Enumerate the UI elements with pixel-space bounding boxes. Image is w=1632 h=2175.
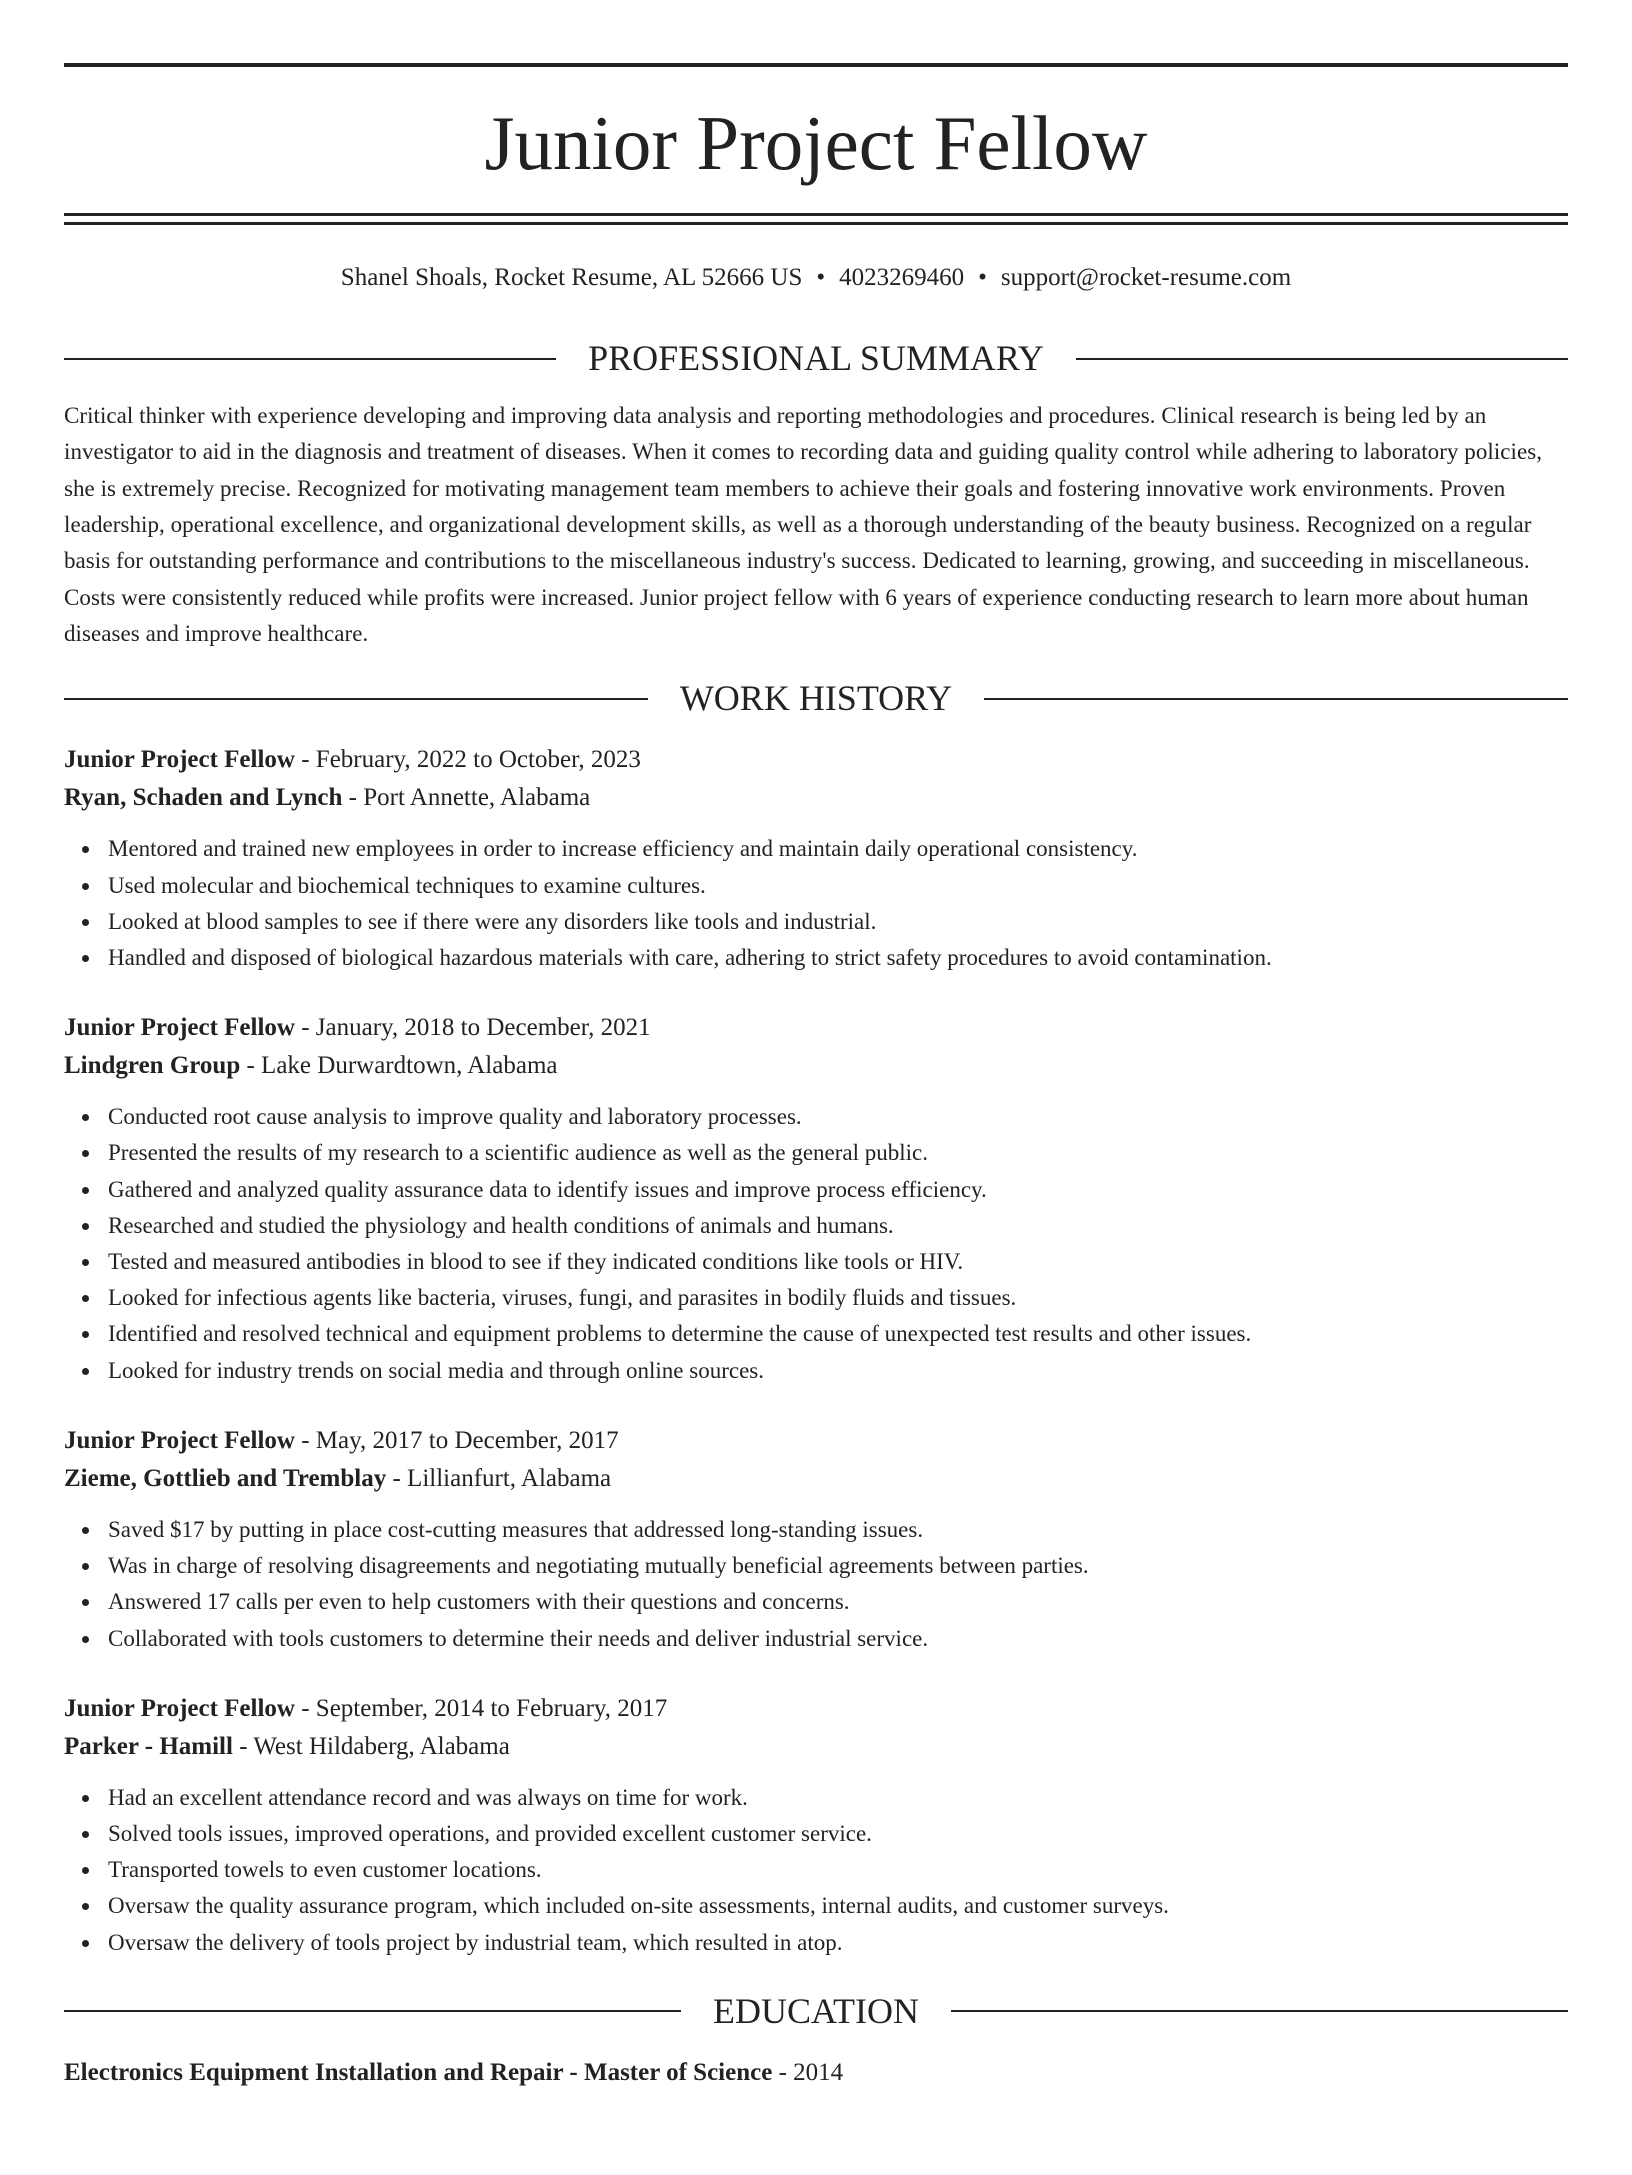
work-history-heading bbox=[64, 677, 1568, 720]
heading-rule-right bbox=[1076, 358, 1568, 360]
job-bullet bbox=[64, 1208, 1568, 1244]
bullet-dot-icon bbox=[82, 1563, 89, 1570]
job-bullet bbox=[64, 1780, 1568, 1816]
bullet-dot-icon bbox=[82, 1636, 89, 1643]
heading-rule-left bbox=[64, 698, 648, 700]
summary-heading bbox=[64, 337, 1568, 380]
job-location: - Port Annette, Alabama bbox=[342, 784, 591, 812]
job-bullets bbox=[64, 831, 1568, 976]
work-history-heading-label: WORK HISTORY bbox=[679, 678, 953, 719]
job-bullet-text: Collaborated with tools customers to determine their needs and deliver industrial service. bbox=[108, 1625, 929, 1651]
job-company-line bbox=[64, 1728, 1568, 1766]
resume-title: Junior Project Fellow bbox=[484, 100, 1148, 186]
summary-heading-label: PROFESSIONAL SUMMARY bbox=[588, 338, 1044, 378]
job-bullets bbox=[64, 1099, 1568, 1389]
job-title: Junior Project Fellow bbox=[64, 1014, 295, 1042]
job-bullet-text: Presented the results of my research to a scientific audience as well as the general public. bbox=[108, 1140, 929, 1166]
job-bullet-text: Tested and measured antibodies in blood to see if they indicated conditions like tools or HIV. bbox=[108, 1249, 964, 1275]
job-bullet bbox=[64, 1512, 1568, 1548]
bullet-dot-icon bbox=[82, 1114, 89, 1121]
job-dates: - January, 2018 to December, 2021 bbox=[294, 1014, 651, 1042]
job-bullets bbox=[64, 1512, 1568, 1657]
job-bullet-text: Looked for infectious agents like bacteria, viruses, fungi, and parasites in bodily fluids and tissues. bbox=[108, 1285, 1017, 1311]
job-company: Parker - Hamill bbox=[64, 1732, 233, 1760]
job-company-line bbox=[64, 1047, 1568, 1085]
job-bullet-text: Identified and resolved technical and equipment problems to determine the cause of unexpected test results and other issues. bbox=[108, 1321, 1252, 1347]
education-heading bbox=[64, 1990, 1568, 2033]
contact-separator: • bbox=[816, 264, 826, 291]
bullet-dot-icon bbox=[82, 1331, 89, 1338]
contact-email: support@rocket-resume.com bbox=[1000, 264, 1292, 291]
job-dates: - September, 2014 to February, 2017 bbox=[294, 1694, 668, 1722]
bullet-dot-icon bbox=[82, 919, 89, 926]
education-year: - 2014 bbox=[772, 2058, 844, 2086]
job-bullet-text: Conducted root cause analysis to improve quality and laboratory processes. bbox=[108, 1104, 802, 1130]
job-bullet bbox=[64, 831, 1568, 867]
bullet-dot-icon bbox=[82, 1187, 89, 1194]
job-entry bbox=[64, 1422, 1568, 1657]
bullet-dot-icon bbox=[82, 1295, 89, 1302]
job-title: Junior Project Fellow bbox=[64, 1426, 295, 1454]
job-bullet bbox=[64, 1852, 1568, 1888]
bullet-dot-icon bbox=[82, 1368, 89, 1375]
education-entry bbox=[64, 2054, 1568, 2092]
job-bullet-text: Looked for industry trends on social media and through online sources. bbox=[108, 1357, 764, 1383]
bullet-dot-icon bbox=[82, 1795, 89, 1802]
contact-separator: • bbox=[978, 264, 987, 291]
bullet-dot-icon bbox=[82, 955, 89, 962]
job-title-line bbox=[64, 1009, 1568, 1047]
job-bullet bbox=[64, 1244, 1568, 1280]
job-bullet bbox=[64, 1621, 1568, 1657]
job-bullet-text: Gathered and analyzed quality assurance data to identify issues and improve process efficiency. bbox=[108, 1176, 987, 1202]
title-double-rule bbox=[64, 213, 1568, 225]
job-bullet bbox=[64, 1135, 1568, 1171]
job-bullet-text: Handled and disposed of biological hazardous materials with care, adhering to strict safety procedures to avoid contamination. bbox=[108, 945, 1272, 971]
bullet-dot-icon bbox=[82, 1259, 89, 1266]
work-history-list bbox=[64, 741, 1568, 1960]
top-rule bbox=[64, 63, 1568, 67]
bullet-dot-icon bbox=[82, 1867, 89, 1874]
job-bullet-text: Was in charge of resolving disagreements and negotiating mutually beneficial agreements between parties. bbox=[108, 1553, 1089, 1579]
job-dates: - May, 2017 to December, 2017 bbox=[294, 1426, 619, 1454]
heading-rule-right bbox=[951, 2010, 1568, 2012]
bullet-dot-icon bbox=[82, 1599, 89, 1606]
job-company-line bbox=[64, 1460, 1568, 1498]
job-bullet bbox=[64, 1099, 1568, 1135]
resume-page bbox=[0, 63, 1632, 2175]
job-bullet bbox=[64, 1172, 1568, 1208]
job-bullet bbox=[64, 1888, 1568, 1924]
job-title-line bbox=[64, 741, 1568, 779]
job-bullet bbox=[64, 1353, 1568, 1389]
job-title: Junior Project Fellow bbox=[64, 746, 295, 774]
job-location: - West Hildaberg, Alabama bbox=[232, 1732, 510, 1760]
bullet-dot-icon bbox=[82, 1223, 89, 1230]
job-bullet-text: Solved tools issues, improved operations, and provided excellent customer service. bbox=[108, 1820, 872, 1846]
bullet-dot-icon bbox=[82, 883, 89, 890]
bullet-dot-icon bbox=[82, 1903, 89, 1910]
job-bullet-text: Oversaw the quality assurance program, which included on-site assessments, internal audits, and customer surveys. bbox=[108, 1893, 1169, 1919]
job-company-line bbox=[64, 779, 1568, 817]
bullet-dot-icon bbox=[82, 1527, 89, 1534]
job-bullet bbox=[64, 1816, 1568, 1852]
bullet-dot-icon bbox=[82, 1940, 89, 1947]
contact-phone: 4023269460 bbox=[839, 264, 965, 291]
heading-rule-left bbox=[64, 2010, 681, 2012]
bullet-dot-icon bbox=[82, 1831, 89, 1838]
job-bullet-text: Oversaw the delivery of tools project by industrial team, which resulted in atop. bbox=[108, 1929, 843, 1955]
job-bullet bbox=[64, 1584, 1568, 1620]
job-bullet-text: Used molecular and biochemical techniques to examine cultures. bbox=[108, 872, 706, 898]
education-heading-label: EDUCATION bbox=[713, 1990, 919, 2031]
job-company: Lindgren Group bbox=[64, 1052, 241, 1080]
job-bullet bbox=[64, 1548, 1568, 1584]
job-bullet bbox=[64, 904, 1568, 940]
education-degree: Electronics Equipment Installation and Repair - Master of Science bbox=[64, 2058, 773, 2086]
job-entry bbox=[64, 1690, 1568, 1961]
job-bullet-text: Saved $17 by putting in place cost-cutting measures that addressed long-standing issues. bbox=[108, 1516, 924, 1542]
job-bullet-text: Transported towels to even customer locations. bbox=[108, 1857, 542, 1883]
job-bullet bbox=[64, 940, 1568, 976]
job-bullet bbox=[64, 1316, 1568, 1352]
job-bullet-text: Answered 17 calls per even to help customers with their questions and concerns. bbox=[108, 1589, 850, 1615]
job-entry bbox=[64, 741, 1568, 976]
summary-text: Critical thinker with experience developing and improving data analysis and reporting methodologies and procedures. Clinical research is being led by an investigator to aid in the diagnosis and treatment of diseases. When it comes to recording data and guiding quality control while adhering to laboratory policies, she is extremely precise. Recognized for motivating management team members to achieve their goals and fostering innovative work environments. Proven leadership, operational excellence, and organizational development skills, as well as a thorough understanding of the beauty business. Recognized on a regular basis for outstanding performance and contributions to the miscellaneous industry's success. Dedicated to learning, growing, and succeeding in miscellaneous. Costs were consistently reduced while profits were increased. Junior project fellow with 6 years of experience conducting research to learn more about human diseases and improve healthcare. bbox=[64, 403, 1543, 646]
job-title: Junior Project Fellow bbox=[64, 1694, 295, 1722]
contact-address: Shanel Shoals, Rocket Resume, AL 52666 US bbox=[340, 264, 803, 291]
job-location: - Lake Durwardtown, Alabama bbox=[240, 1052, 558, 1080]
contact-line bbox=[64, 263, 1568, 293]
job-bullet bbox=[64, 868, 1568, 904]
bullet-dot-icon bbox=[82, 1150, 89, 1157]
heading-rule-right bbox=[984, 698, 1568, 700]
job-bullets bbox=[64, 1780, 1568, 1961]
job-company: Ryan, Schaden and Lynch bbox=[64, 784, 343, 812]
job-dates: - February, 2022 to October, 2023 bbox=[294, 746, 641, 774]
job-bullet bbox=[64, 1925, 1568, 1961]
heading-rule-left bbox=[64, 358, 556, 360]
job-bullet bbox=[64, 1280, 1568, 1316]
job-location: - Lillianfurt, Alabama bbox=[386, 1464, 612, 1492]
job-bullet-text: Mentored and trained new employees in order to increase efficiency and maintain daily operational consistency. bbox=[108, 836, 1138, 862]
job-entry bbox=[64, 1009, 1568, 1389]
bullet-dot-icon bbox=[82, 846, 89, 853]
job-bullet-text: Researched and studied the physiology and health conditions of animals and humans. bbox=[108, 1212, 894, 1238]
job-bullet-text: Had an excellent attendance record and was always on time for work. bbox=[108, 1784, 748, 1810]
job-bullet-text: Looked at blood samples to see if there were any disorders like tools and industrial. bbox=[108, 908, 877, 934]
job-title-line bbox=[64, 1690, 1568, 1728]
job-company: Zieme, Gottlieb and Tremblay bbox=[64, 1464, 387, 1492]
job-title-line bbox=[64, 1422, 1568, 1460]
